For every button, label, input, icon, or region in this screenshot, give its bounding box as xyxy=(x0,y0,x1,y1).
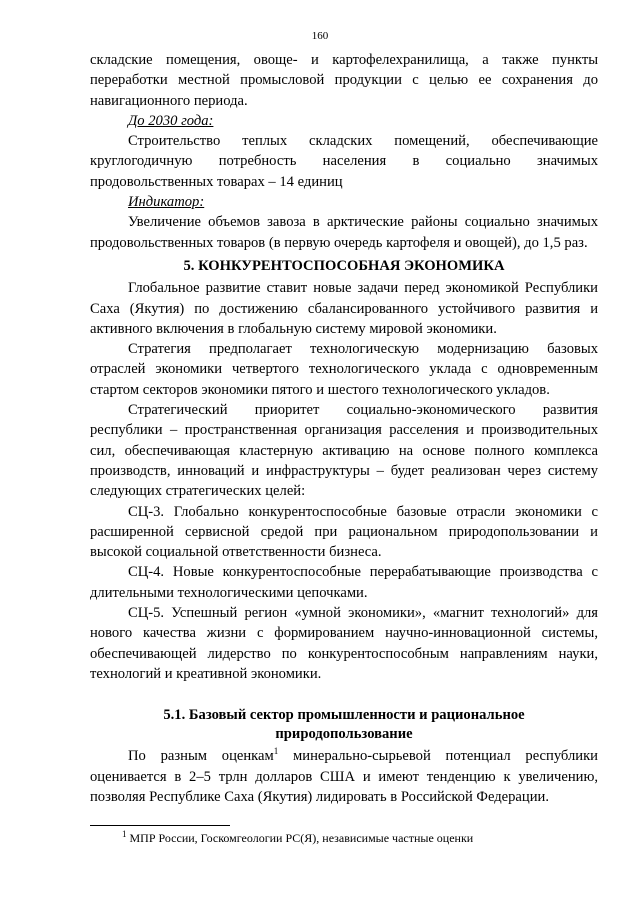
paragraph-storage-facilities: складские помещения, овоще- и картофелехранилища, а также пункты переработки местной промысловой продукции с целью ее сохранения до навигационного периода. xyxy=(90,52,598,109)
footnote-marker: 1 xyxy=(122,829,127,839)
label-indicator-text: Индикатор: xyxy=(128,194,205,211)
paragraph-goal-sc3: СЦ-3. Глобально конкурентоспособные базовые отрасли экономики с расширенной сервисной средой при рациональном природопользовании и высокой социальной ответственности бизнеса. xyxy=(90,503,598,561)
label-until-2030 xyxy=(90,111,598,131)
page-number: 160 xyxy=(311,30,329,42)
subsection-heading-line2: природопользование xyxy=(275,726,413,743)
subsection-heading xyxy=(90,706,598,744)
footnote xyxy=(122,831,473,846)
footnote-text: МПР России, Госкомгеологии РС(Я), независимые частные оценки xyxy=(126,831,474,845)
footnote-reference[interactable]: 1 xyxy=(273,746,279,757)
paragraph-warm-storage: Строительство теплых складских помещений, обеспечивающие круглогодичную потребность населения в социально значимых продовольственных товарах – 14 единиц xyxy=(90,133,598,190)
subsection-heading-line1: 5.1. Базовый сектор промышленности и рациональное xyxy=(163,707,525,724)
paragraph-goal-sc4: СЦ-4. Новые конкурентоспособные перерабатывающие производства с длительными технологическими цепочками. xyxy=(90,564,598,601)
document-body xyxy=(90,50,598,807)
footnote-divider xyxy=(90,825,230,826)
paragraph-strategy: Стратегия предполагает технологическую модернизацию базовых отраслей экономики четвертого технологического уклада с одновременным стартом секторов экономики пятого и шестого технологического укладов. xyxy=(90,341,598,398)
section-heading: 5. КОНКУРЕНТОСПОСОБНАЯ ЭКОНОМИКА xyxy=(183,257,505,274)
paragraph-mineral-potential xyxy=(90,746,598,807)
mineral-text-start: По разным оценкам xyxy=(128,748,274,765)
paragraph-goal-sc5: СЦ-5. Успешный регион «умной экономики», «магнит технологий» для нового качества жизни с формированием научно-инновационной системы, обеспечивающей лидерство по конкурентоспособным направлениям науки, технологий и креативной экономики. xyxy=(90,605,598,682)
label-until-2030-text: До 2030 года: xyxy=(128,112,214,129)
paragraph-arctic-delivery: Увеличение объемов завоза в арктические районы социально значимых продовольственных товаров (в первую очередь картофеля и овощей), до 1,5 раз. xyxy=(90,214,598,251)
mineral-text-end: минерально-сырьевой потенциал республики оценивается в 2–5 трлн долларов США и имеют тенденцию к увеличению, позволяя Республике Саха (Якутия) лидировать в Российской Федерации. xyxy=(90,748,598,805)
paragraph-strategic-priority: Стратегический приоритет социально-экономического развития республики – пространственная организация расселения и производительных сил, обеспечивающая кластерную активацию на основе полного комплекса производств, инноваций и инфраструктуры – будет реализован через систему следующих стратегических целей: xyxy=(90,402,598,500)
paragraph-global-development: Глобальное развитие ставит новые задачи перед экономикой Республики Саха (Якутия) по достижению сбалансированного устойчивого развития и активного включения в глобальную систему мировой экономики. xyxy=(90,280,598,337)
label-indicator xyxy=(90,192,598,212)
